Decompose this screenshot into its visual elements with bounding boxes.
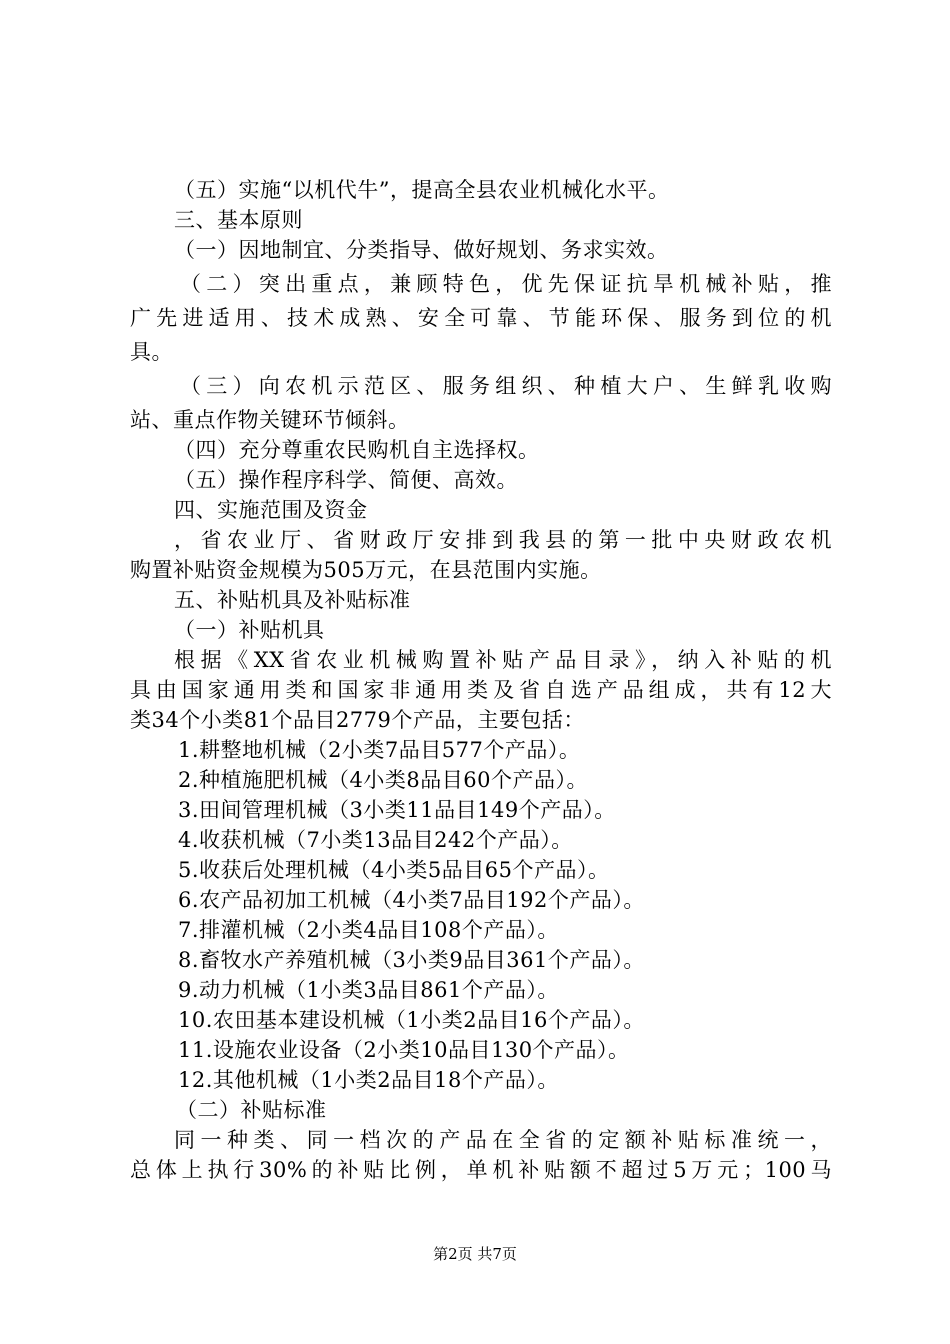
paragraph-line: 根据《XX省农业机械购置补贴产品目录》，纳入补贴的机 <box>174 648 832 672</box>
paragraph-line: 具。 <box>130 340 173 364</box>
paragraph-line: 类34个小类81个品目2779个产品，主要包括： <box>130 708 585 732</box>
paragraph-line: 总体上执行30%的补贴比例，单机补贴额不超过5万元；100马 <box>130 1158 832 1182</box>
paragraph-line: 站、重点作物关键环节倾斜。 <box>130 408 410 432</box>
list-item: 6.农产品初加工机械（4小类7品目192个产品）。 <box>178 888 645 912</box>
section-heading: 四、实施范围及资金 <box>174 498 368 522</box>
list-item: 8.畜牧水产养殖机械（3小类9品目361个产品）。 <box>178 948 645 972</box>
paragraph-line: ，省农业厅、省财政厅安排到我县的第一批中央财政农机 <box>174 528 832 552</box>
list-item: 3.田间管理机械（3小类11品目149个产品）。 <box>178 798 616 822</box>
list-item: 7.排灌机械（2小类4品目108个产品）。 <box>178 918 559 942</box>
paragraph-line: （五）操作程序科学、简便、高效。 <box>174 468 518 492</box>
paragraph-line: 同一种类、同一档次的产品在全省的定额补贴标准统一， <box>174 1128 832 1152</box>
paragraph-line: （三）向农机示范区、服务组织、种植大户、生鲜乳收购 <box>180 374 832 398</box>
paragraph-line: 广先进适用、技术成熟、安全可靠、节能环保、服务到位的机 <box>130 306 832 330</box>
subsection-heading: （二）补贴标准 <box>176 1098 327 1122</box>
list-item: 12.其他机械（1小类2品目18个产品）。 <box>178 1068 559 1092</box>
list-item: 5.收获后处理机械（4小类5品目65个产品）。 <box>178 858 610 882</box>
list-item: 10.农田基本建设机械（1小类2品目16个产品）。 <box>178 1008 645 1032</box>
paragraph-line: （四）充分尊重农民购机自主选择权。 <box>174 438 540 462</box>
list-item: 11.设施农业设备（2小类10品目130个产品）。 <box>178 1038 630 1062</box>
section-heading: 五、补贴机具及补贴标准 <box>174 588 411 612</box>
paragraph-line: （二）突出重点，兼顾特色，优先保证抗旱机械补贴，推 <box>180 272 832 296</box>
paragraph-line: （一）因地制宜、分类指导、做好规划、务求实效。 <box>174 238 669 262</box>
list-item: 1.耕整地机械（2小类7品目577个产品）。 <box>178 738 581 762</box>
section-heading: 三、基本原则 <box>174 208 303 232</box>
paragraph-line: 购置补贴资金规模为505万元，在县范围内实施。 <box>130 558 602 582</box>
paragraph-line: 具由国家通用类和国家非通用类及省自选产品组成，共有12大 <box>130 678 832 702</box>
list-item: 2.种植施肥机械（4小类8品目60个产品）。 <box>178 768 588 792</box>
document-body <box>130 175 832 1185</box>
subsection-heading: （一）补贴机具 <box>174 618 325 642</box>
page-number-footer: 第2页 共7页 <box>433 1245 517 1263</box>
list-item: 4.收获机械（7小类13品目242个产品）。 <box>178 828 573 852</box>
list-item: 9.动力机械（1小类3品目861个产品）。 <box>178 978 559 1002</box>
paragraph-line: （五）实施“以机代牛”，提高全县农业机械化水平。 <box>174 178 670 202</box>
